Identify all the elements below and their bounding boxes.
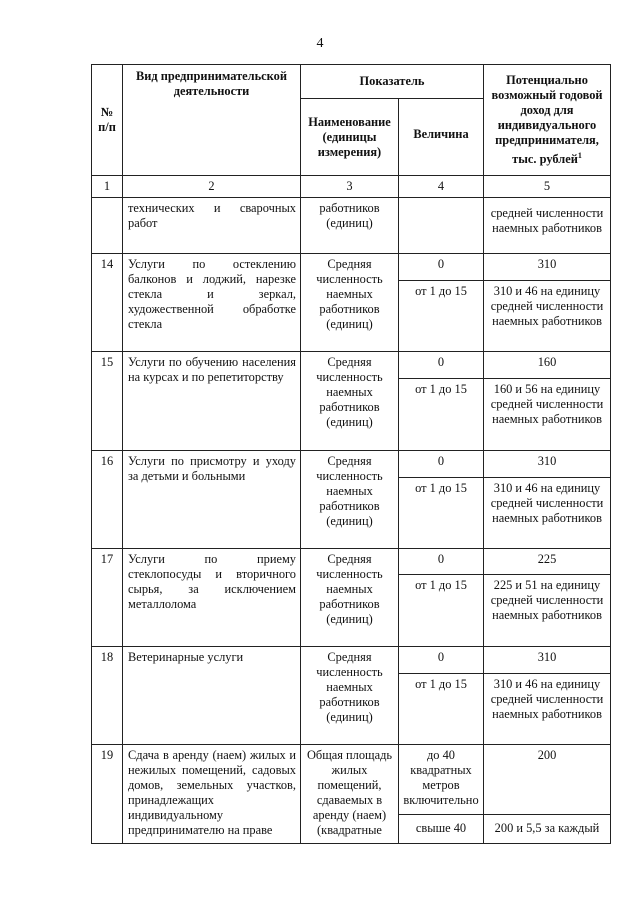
income-cell: 200 [484, 745, 611, 815]
income-cell: 310 и 46 на единицу средней численности наемных работников [484, 478, 611, 549]
activity-cell: Ветеринарные услуги [123, 647, 301, 745]
indicator-cell: работников (единиц) [301, 198, 399, 254]
value-cell: от 1 до 15 [399, 281, 484, 352]
value-cell: 0 [399, 254, 484, 281]
value-cell: 0 [399, 549, 484, 575]
header-income [484, 65, 611, 176]
value-cell: 0 [399, 352, 484, 379]
indicator-cell: Общая площадь жилых помещений, сдаваемых в аренду (наем) (квадратные [301, 745, 399, 844]
value-cell: свыше 40 [399, 815, 484, 844]
header-ind-name: Наименование (единицы измерения) [301, 99, 399, 176]
col-num-5: 5 [484, 176, 611, 198]
income-cell: 160 и 56 на единицу средней численности наемных работников [484, 379, 611, 451]
value-cell: до 40 квадратных метров включительно [399, 745, 484, 815]
header-indicator: Показатель [301, 65, 484, 99]
income-cell: 310 [484, 647, 611, 674]
income-cell: средней численности наемных работников [484, 198, 611, 254]
col-num-3: 3 [301, 176, 399, 198]
header-num: № п/п [92, 65, 123, 176]
header-income-text: Потенциально возможный годовой доход для индивидуального предпринимателя, тыс. рублей [491, 73, 603, 167]
income-cell: 310 [484, 451, 611, 478]
value-cell: от 1 до 15 [399, 478, 484, 549]
income-cell: 225 и 51 на единицу средней численности наемных работников [484, 575, 611, 647]
row-num: 19 [92, 745, 123, 844]
header-ind-value: Величина [399, 99, 484, 176]
page-number: 4 [316, 36, 324, 51]
header-activity: Вид предпринимательской деятельности [123, 65, 301, 176]
table-row-continued [92, 198, 611, 254]
indicator-cell: Средняя численность наемных работников (единиц) [301, 549, 399, 647]
value-cell: 0 [399, 647, 484, 674]
indicator-cell: Средняя численность наемных работников (единиц) [301, 254, 399, 352]
row-num-cell [92, 198, 123, 254]
col-num-4: 4 [399, 176, 484, 198]
income-cell: 160 [484, 352, 611, 379]
row-num: 14 [92, 254, 123, 352]
value-cell [399, 198, 484, 254]
income-cell: 310 и 46 на единицу средней численности наемных работников [484, 281, 611, 352]
activity-cell: Услуги по обучению населения на курсах и по репетиторству [123, 352, 301, 451]
table-row [92, 451, 611, 478]
row-num: 17 [92, 549, 123, 647]
table-row [92, 549, 611, 575]
activity-cell: Услуги по присмотру и уходу за детьми и больными [123, 451, 301, 549]
activity-cell: Услуги по приему стеклопосуды и вторичного сырья, за исключением металлолома [123, 549, 301, 647]
footnote-mark: 1 [577, 151, 582, 160]
table-row [92, 745, 611, 815]
column-numbers-row [92, 176, 611, 198]
row-num: 18 [92, 647, 123, 745]
activity-cell: Услуги по остеклению балконов и лоджий, нарезке стекла и зеркал, художественной обработке стекла [123, 254, 301, 352]
value-cell: от 1 до 15 [399, 674, 484, 745]
value-cell: 0 [399, 451, 484, 478]
row-num: 16 [92, 451, 123, 549]
income-cell: 225 [484, 549, 611, 575]
indicator-cell: Средняя численность наемных работников (единиц) [301, 352, 399, 451]
table-row [92, 254, 611, 281]
income-cell: 200 и 5,5 за каждый [484, 815, 611, 844]
row-num: 15 [92, 352, 123, 451]
table-row [92, 647, 611, 674]
indicator-cell: Средняя численность наемных работников (единиц) [301, 451, 399, 549]
activity-cell: Сдача в аренду (наем) жилых и нежилых помещений, садовых домов, земельных участков, принадлежащих индивидуальному предпринимателю на праве [123, 745, 301, 844]
income-cell: 310 [484, 254, 611, 281]
indicator-cell: Средняя численность наемных работников (единиц) [301, 647, 399, 745]
income-cell: 310 и 46 на единицу средней численности наемных работников [484, 674, 611, 745]
col-num-2: 2 [123, 176, 301, 198]
income-table [91, 64, 611, 844]
value-cell: от 1 до 15 [399, 379, 484, 451]
col-num-1: 1 [92, 176, 123, 198]
table-row [92, 352, 611, 379]
value-cell: от 1 до 15 [399, 575, 484, 647]
activity-cell: технических и сварочных работ [123, 198, 301, 254]
